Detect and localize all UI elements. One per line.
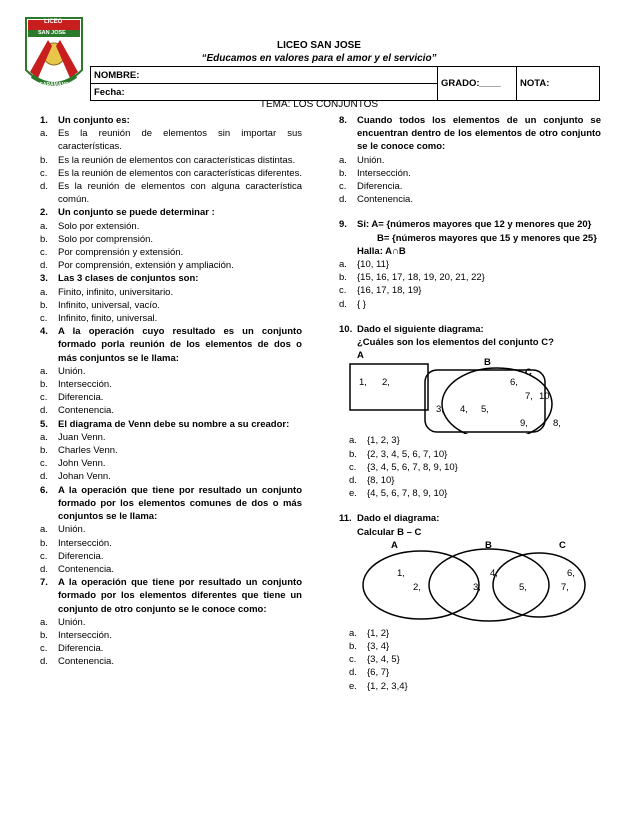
answer-option[interactable] [349, 448, 601, 461]
answer-option[interactable] [40, 259, 302, 272]
question [339, 114, 601, 206]
option-letter: b. [40, 445, 48, 457]
option-text: Por comprensión y extensión. [58, 247, 184, 259]
answer-option[interactable] [40, 523, 302, 536]
question-text: A la operación cuyo resultado es un conjunto formado porla reunión de los elementos de dos o más conjuntos se le llama: [58, 326, 302, 364]
option-letter: a. [40, 616, 48, 628]
option-text: Infinito, finito, universal. [58, 313, 158, 325]
element: 4, [490, 567, 498, 579]
question-text: Un conjunto se puede determinar : [58, 207, 215, 219]
option-text: Contenencia. [357, 194, 413, 206]
question [40, 576, 302, 668]
option-letter: c. [349, 461, 357, 473]
answer-option[interactable] [40, 286, 302, 299]
answer-option[interactable] [339, 180, 601, 193]
answer-option[interactable] [40, 550, 302, 563]
answer-option[interactable] [40, 127, 302, 153]
option-text: {16, 17, 18, 19} [357, 285, 422, 297]
answer-option[interactable] [339, 167, 601, 180]
option-letter: c. [40, 167, 48, 179]
set-a-label: A [391, 539, 398, 551]
option-letter: a. [40, 524, 48, 536]
option-letter: a. [40, 286, 48, 298]
answer-option[interactable] [40, 312, 302, 325]
option-text: {1, 2, 3} [367, 435, 400, 447]
fecha-field[interactable]: Fecha: [91, 84, 438, 101]
question-number: 2. [40, 207, 48, 219]
option-letter: b. [339, 167, 347, 179]
answer-option[interactable] [40, 365, 302, 378]
option-text: Es la reunión de elementos sin importar sus características. [58, 128, 302, 153]
option-text: {3, 4, 5} [367, 654, 400, 666]
question-text: Cuando todos los elementos de un conjunto se encuentran dentro de los elementos de otro conjunto se le conoce como: [357, 115, 601, 153]
right-column [339, 114, 601, 693]
option-letter: a. [339, 259, 347, 271]
question-9: 9. Si: A= {números mayores que 12 y menores que 20} B= {números mayores que 15 y menores que 25} Halla: A∩B a. {10, 11} b. {15, 16, 17, 18, 19, 20, 21, 22} c. {16, 17, 18, 19} d. { } [339, 218, 601, 310]
element: 8, [553, 418, 561, 430]
answer-option[interactable] [339, 298, 601, 311]
option-text: Es la reunión de elementos con alguna característica común. [58, 181, 302, 206]
option-letter: b. [349, 641, 357, 653]
option-letter: c. [349, 654, 357, 666]
option-letter: d. [40, 656, 48, 668]
question-number: 5. [40, 418, 48, 430]
option-letter: b. [349, 448, 357, 460]
option-text: Charles Venn. [58, 445, 118, 457]
option-text: {10, 11} [357, 259, 390, 271]
option-letter: b. [40, 379, 48, 391]
answer-option[interactable] [40, 537, 302, 550]
option-letter: d. [40, 563, 48, 575]
element: 2, [382, 377, 390, 389]
option-text: Infinito, universal, vacío. [58, 299, 160, 311]
answer-option[interactable] [40, 299, 302, 312]
question-text: Las 3 clases de conjuntos son: [58, 273, 199, 285]
question-text: A la operación que tiene por resultado un conjunto formado por los elementos diferentes que tiene un conjunto de otro conjunto se le conoce como: [58, 577, 302, 615]
set-b-label: B [484, 357, 491, 369]
option-text: Juan Venn. [58, 431, 106, 443]
answer-option[interactable] [349, 461, 601, 474]
answer-option[interactable] [349, 666, 601, 679]
answer-option[interactable] [40, 470, 302, 483]
option-letter: d. [339, 194, 347, 206]
option-letter: a. [40, 128, 48, 140]
school-motto: “Educamos en valores para el amor y el servicio” [201, 53, 437, 64]
option-text: Finito, infinito, universitario. [58, 286, 174, 298]
option-letter: e. [349, 680, 357, 692]
option-letter: d. [40, 181, 48, 193]
question [40, 272, 302, 325]
option-letter: a. [339, 154, 347, 166]
answer-option[interactable] [349, 627, 601, 640]
option-letter: b. [339, 272, 347, 284]
nombre-field[interactable]: NOMBRE: [91, 67, 438, 84]
answer-option[interactable] [349, 434, 601, 447]
option-text: Es la reunión de elementos con características distintas. [58, 154, 296, 166]
question-text: A la operación que tiene por resultado un conjunto formado por los elementos comunes de dos o más conjuntos se le llama: [58, 484, 302, 523]
answer-option[interactable] [40, 391, 302, 404]
answer-option[interactable] [349, 640, 601, 653]
answer-option[interactable] [339, 284, 601, 297]
answer-option[interactable] [40, 167, 302, 180]
element: 10, [539, 391, 553, 403]
answer-option[interactable] [339, 154, 601, 167]
element: 1, [359, 377, 367, 389]
element: 1, [397, 567, 405, 579]
element: 5, [481, 404, 489, 416]
option-text: Solo por extensión. [58, 220, 140, 232]
answer-option[interactable] [40, 457, 302, 470]
answer-option[interactable] [40, 154, 302, 167]
element: 5, [519, 581, 527, 593]
element: 3, [436, 404, 444, 416]
option-text: Diferencia. [58, 392, 104, 404]
question-text: Un conjunto es: [58, 115, 130, 126]
answer-option[interactable] [339, 258, 601, 271]
set-b-label: B [485, 539, 492, 551]
grado-field[interactable]: GRADO:____ [438, 67, 517, 101]
option-text: Diferencia. [58, 643, 104, 655]
option-letter: c. [40, 550, 48, 562]
set-c-label: C [525, 367, 532, 379]
answer-option[interactable] [349, 680, 601, 693]
answer-option[interactable] [40, 220, 302, 233]
answer-option[interactable] [339, 193, 601, 206]
option-letter: a. [40, 220, 48, 232]
option-text: Unión. [58, 616, 86, 628]
option-letter: b. [40, 233, 48, 245]
option-text: Contenencia. [58, 656, 114, 668]
question-text: El diagrama de Venn debe su nombre a su creador: [58, 418, 290, 430]
option-letter: e. [349, 488, 357, 500]
venn-diagram-11 [339, 539, 601, 627]
element: 3, [473, 581, 481, 593]
nota-field[interactable]: NOTA: [517, 67, 600, 101]
option-text: Johan Venn. [58, 471, 111, 483]
element: 7, [561, 581, 569, 593]
option-text: {1, 2} [367, 627, 390, 639]
element: 4, [460, 404, 468, 416]
option-text: John Venn. [58, 458, 106, 470]
answer-option[interactable] [40, 378, 302, 391]
answer-option[interactable] [40, 233, 302, 246]
option-letter: c. [40, 247, 48, 259]
option-text: {4, 5, 6, 7, 8, 9, 10} [367, 488, 448, 500]
option-text: Diferencia. [357, 181, 403, 193]
option-letter: d. [40, 471, 48, 483]
question [40, 114, 302, 206]
left-column [40, 114, 302, 669]
question-number: 3. [40, 273, 48, 285]
option-letter: b. [40, 537, 48, 549]
question-number: 1. [40, 115, 48, 126]
venn-diagram-10 [339, 357, 601, 434]
option-text: {3, 4} [367, 641, 390, 653]
option-letter: b. [40, 154, 48, 166]
question-number: 7. [40, 577, 48, 589]
option-letter: c. [339, 285, 347, 297]
answer-option[interactable] [40, 655, 302, 668]
option-text: Intersección. [357, 167, 411, 179]
answer-option[interactable] [40, 642, 302, 655]
answer-option[interactable] [349, 653, 601, 666]
option-text: Intersección. [58, 629, 112, 641]
option-letter: d. [339, 298, 347, 310]
option-text: {1, 2, 3,4} [367, 680, 408, 692]
topic-title: TEMA: LOS CONJUNTOS [259, 99, 379, 110]
question-number: 8. [339, 115, 347, 126]
logo-text-top: LICEO [44, 19, 63, 25]
option-letter: b. [40, 299, 48, 311]
answer-option[interactable] [40, 180, 302, 206]
logo-text-bottom: BUCARAMANGA [32, 82, 73, 88]
answer-option[interactable] [349, 474, 601, 487]
option-letter: c. [40, 458, 48, 470]
option-text: Es la reunión de elementos con características diferentes. [58, 167, 302, 179]
option-text: Unión. [357, 154, 385, 166]
option-text: {8, 10} [367, 475, 395, 487]
answer-option[interactable] [339, 271, 601, 284]
question [40, 418, 302, 484]
option-text: Diferencia. [58, 550, 104, 562]
option-letter: c. [40, 313, 48, 325]
question [40, 325, 302, 417]
answer-option[interactable] [40, 404, 302, 417]
option-text: {6, 7} [367, 667, 390, 679]
option-letter: c. [40, 392, 48, 404]
school-name: LICEO SAN JOSE [277, 40, 361, 51]
question-number: 4. [40, 326, 48, 338]
option-letter: d. [349, 667, 357, 679]
answer-option[interactable] [40, 444, 302, 457]
option-text: Por comprensión, extensión y ampliación. [58, 260, 234, 272]
option-text: {3, 4, 5, 6, 7, 8, 9, 10} [367, 461, 458, 473]
question [40, 206, 302, 272]
answer-option[interactable] [349, 487, 601, 500]
answer-option[interactable] [40, 563, 302, 576]
option-text: Intersección. [58, 379, 112, 391]
element: 6, [510, 377, 518, 389]
question-11: 11. Dado el diagrama: Calcular B – C A B C 1, 2, 3, 4, 5, 6, 7, a. {1, 2} b. {3, 4} c. {3, 4, 5} d. {6, 7} e. {1, 2, 3,4} [339, 512, 601, 692]
option-letter: d. [349, 475, 357, 487]
answer-option[interactable] [40, 431, 302, 444]
question-10: 10. Dado el siguiente diagrama: ¿Cuáles son los elementos del conjunto C? A B C 1, 2, 6, 7, 10, 3, 4, 5, 9, 8, a. {1, 2, 3} b. {2, 3, 4, 5, 6, 7, 10} c. {3, 4, 5, 6, 7, 8, 9, 10} d. {8, 10} e. {4, 5, 6, 7, 8, 9, 10} [339, 323, 601, 501]
option-letter: a. [349, 627, 357, 639]
question [40, 484, 302, 576]
option-text: Solo por comprensión. [58, 233, 154, 245]
question-number: 6. [40, 484, 48, 496]
option-letter: c. [40, 643, 48, 655]
option-letter: d. [40, 260, 48, 272]
element: 6, [567, 567, 575, 579]
option-letter: a. [40, 431, 48, 443]
option-text: {2, 3, 4, 5, 6, 7, 10} [367, 448, 448, 460]
option-letter: b. [40, 629, 48, 641]
option-letter: d. [40, 405, 48, 417]
answer-option[interactable] [40, 616, 302, 629]
option-text: {15, 16, 17, 18, 19, 20, 21, 22} [357, 272, 485, 284]
answer-option[interactable] [40, 629, 302, 642]
option-text: Unión. [58, 365, 86, 377]
option-letter: a. [349, 435, 357, 447]
option-letter: c. [339, 181, 347, 193]
logo-text-mid: SAN JOSE [38, 30, 66, 36]
option-text: Contenencia. [58, 563, 114, 575]
option-letter: a. [40, 365, 48, 377]
option-text: { } [357, 298, 366, 310]
element: 9, [520, 418, 528, 430]
info-table [90, 66, 600, 101]
set-c-label: C [559, 539, 566, 551]
element: 7, [525, 391, 533, 403]
option-text: Intersección. [58, 537, 112, 549]
option-text: Unión. [58, 524, 86, 536]
option-text: Contenencia. [58, 405, 114, 417]
element: 2, [413, 581, 421, 593]
answer-option[interactable] [40, 246, 302, 259]
